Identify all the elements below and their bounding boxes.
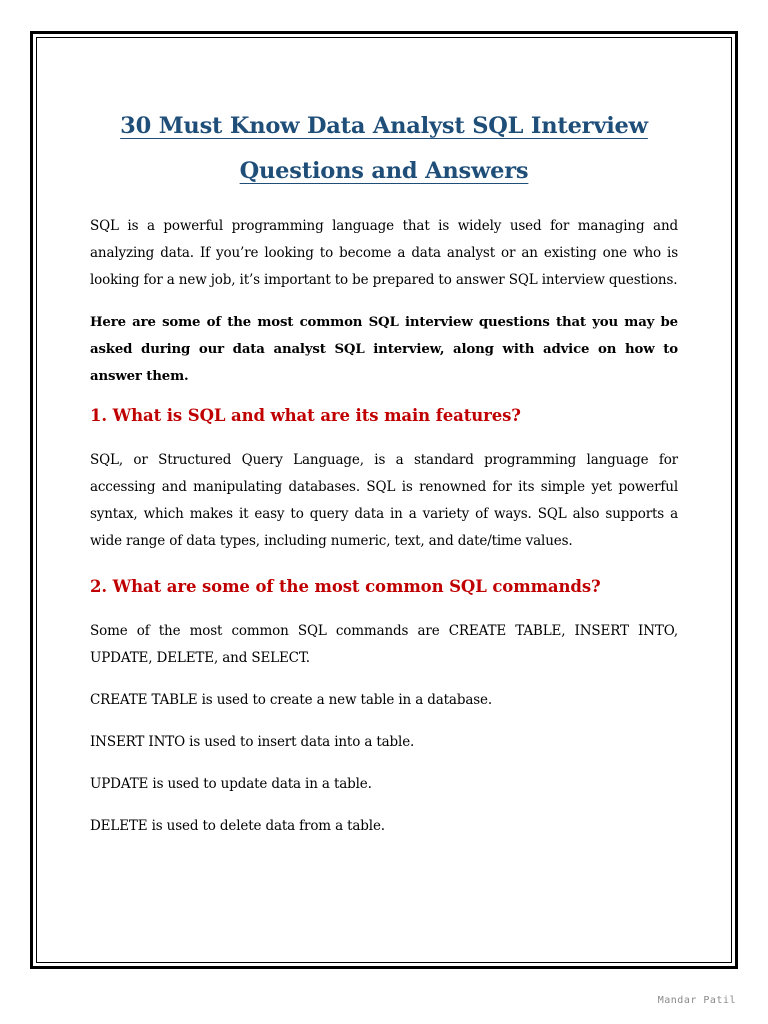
command-delete: DELETE is used to delete data from a table. [90,818,385,834]
title-line-2: Questions and Answers [239,158,529,184]
question-1-heading: 1. What is SQL and what are its main features? [90,406,521,425]
command-update: UPDATE is used to update data in a table. [90,776,372,792]
command-insert-into: INSERT INTO is used to insert data into a table. [90,734,415,750]
intro-paragraph: SQL is a powerful programming language that is widely used for managing and analyzing data. If you’re looking to become a data analyst or an existing one who is looking for a new job, it’s important to be prepared to answer SQL interview questions. [90,218,678,288]
question-2-heading: 2. What are some of the most common SQL commands? [90,577,601,596]
title-line-1: 30 Must Know Data Analyst SQL Interview [120,113,648,139]
footer-author: Mandar Patil [657,995,736,1006]
document-title [90,104,678,194]
command-create-table: CREATE TABLE is used to create a new table in a database. [90,692,492,708]
question-2-answer: Some of the most common SQL commands are CREATE TABLE, INSERT INTO, UPDATE, DELETE, and SELECT. [90,623,678,666]
lead-paragraph: Here are some of the most common SQL interview questions that you may be asked during our data analyst SQL interview, along with advice on how to answer them. [90,315,678,384]
question-1-answer: SQL, or Structured Query Language, is a standard programming language for accessing and manipulating databases. SQL is renowned for its simple yet powerful syntax, which makes it easy to query data in a variety of ways. SQL also supports a wide range of data types, including numeric, text, and date/time values. [90,452,678,549]
document-content [90,104,678,840]
